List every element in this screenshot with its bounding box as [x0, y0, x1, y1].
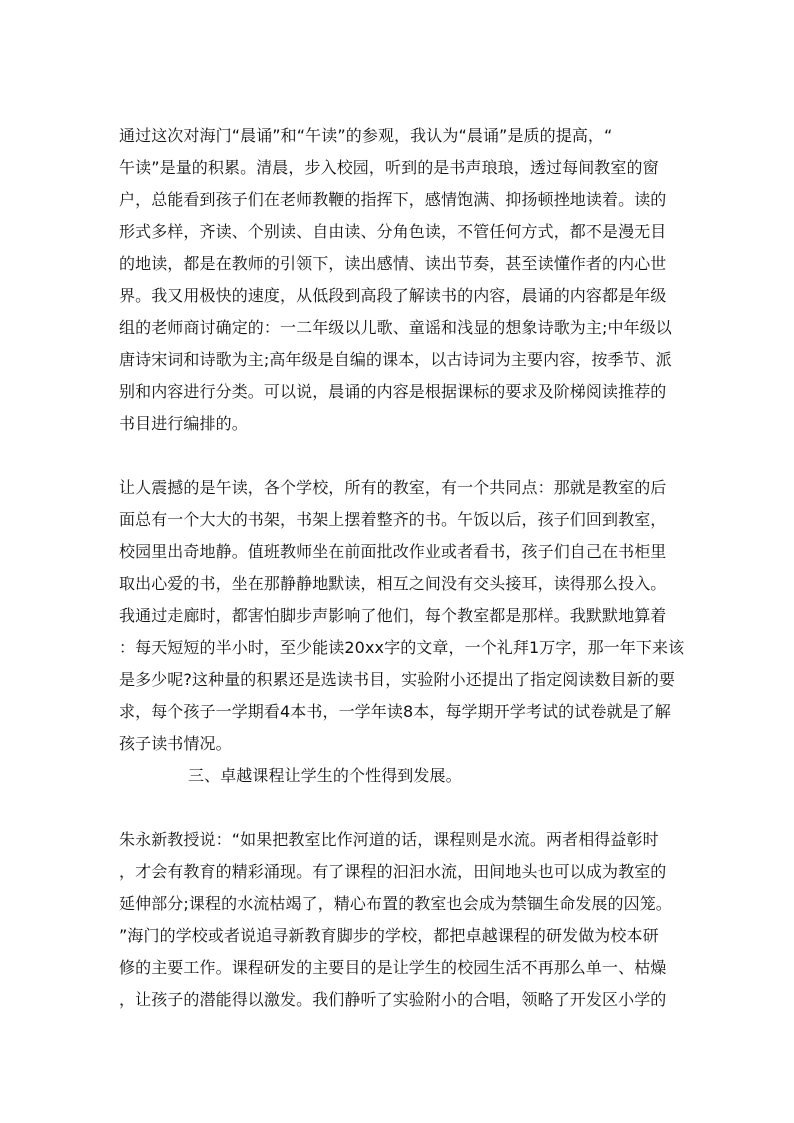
text-line: 户，总能看到孩子们在老师教鞭的指挥下，感情饱满、抑扬顿挫地读着。读的 — [119, 190, 667, 209]
text-line: 让人震撼的是午读，各个学校，所有的教室，有一个共同点：那就是教室的后 — [119, 478, 667, 497]
text-line: ，才会有教育的精彩涌现。有了课程的汩汩水流，田间地头也可以成为教室的 — [119, 862, 667, 881]
text-line: 是多少呢?这种量的积累还是选读书目，实验附小还提出了指定阅读数目新的要 — [119, 670, 675, 689]
text-line: ”海门的学校或者说追寻新教育脚步的学校，都把卓越课程的研发做为校本研 — [119, 926, 659, 945]
text-line: 唐诗宋词和诗歌为主;高年级是自编的课本，以古诗词为主要内容，按季节、派 — [119, 350, 672, 369]
text-line: ：每天短短的半小时，至少能读20xx字的文章，一个礼拜1万字，那一年下来该 — [119, 638, 685, 657]
text-line: 别和内容进行分类。可以说，晨诵的内容是根据课标的要求及阶梯阅读推荐的 — [119, 382, 667, 401]
text-line: 通过这次对海门“晨诵”和“午读”的参观，我认为“晨诵”是质的提高，“ — [119, 126, 613, 145]
text-line: 孩子读书情况。 — [119, 734, 232, 753]
text-line: 朱永新教授说：“如果把教室比作河道的话，课程则是水流。两者相得益彰时 — [119, 830, 659, 849]
section-heading: 三、卓越课程让学生的个性得到发展。 — [188, 766, 462, 785]
text-line: 延伸部分;课程的水流枯竭了，精心布置的教室也会成为禁锢生命发展的囚笼。 — [119, 894, 672, 913]
text-line: 我通过走廊时，都害怕脚步声影响了他们，每个教室都是那样。我默默地算着 — [119, 606, 667, 625]
text-line: 的地读，都是在教师的引领下，读出感情、读出节奏，甚至读懂作者的内心世 — [119, 254, 667, 273]
text-line: 面总有一个大大的书架，书架上摆着整齐的书。午饭以后，孩子们回到教室， — [119, 510, 667, 529]
text-line: 求，每个孩子一学期看4本书，一学年读8本，每学期开学考试的试卷就是了解 — [119, 702, 671, 721]
text-line: 午读”是量的积累。清晨，步入校园，听到的是书声琅琅，透过每间教室的窗 — [119, 158, 659, 177]
text-line: ，让孩子的潜能得以激发。我们静听了实验附小的合唱，领略了开发区小学的 — [119, 990, 667, 1009]
text-line: 组的老师商讨确定的：一二年级以儿歌、童谣和浅显的想象诗歌为主;中年级以 — [119, 318, 672, 337]
text-line: 界。我又用极快的速度，从低段到高段了解读书的内容，晨诵的内容都是年级 — [119, 286, 667, 305]
text-line: 修的主要工作。课程研发的主要目的是让学生的校园生活不再那么单一、枯燥 — [119, 958, 667, 977]
text-line: 取出心爱的书，坐在那静静地默读，相互之间没有交头接耳，读得那么投入。 — [119, 574, 667, 593]
text-line: 书目进行编排的。 — [119, 414, 248, 433]
text-line: 校园里出奇地静。值班教师坐在前面批改作业或者看书，孩子们自己在书柜里 — [119, 542, 667, 561]
text-line: 形式多样，齐读、个别读、自由读、分角色读，不管任何方式，都不是漫无目 — [119, 222, 667, 241]
